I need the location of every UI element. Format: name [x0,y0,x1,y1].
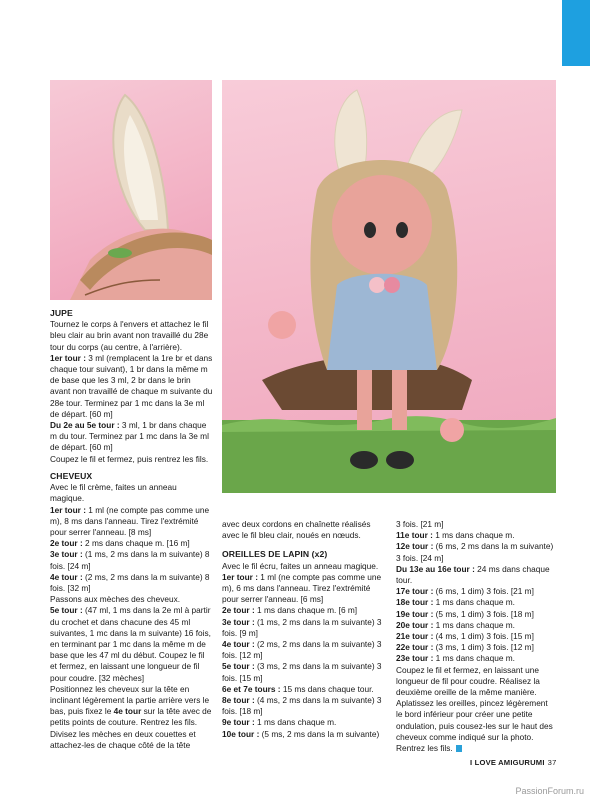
jupe-row-2-text: 3 ml, 1 br dans chaque m du tour. Terminez par 1 mc dans la 3e ml de départ. [60 m] [50,420,209,453]
watermark: PassionForum.ru [515,786,584,796]
oreilles-title: OREILLES DE LAPIN (x2) [222,549,328,560]
end-mark-icon [456,745,462,752]
oreilles-row-text: (3 ms, 2 ms dans la m suivante) 3 fois. [15 m] [222,661,382,683]
oreilles-row [222,729,387,740]
oreilles-row [396,564,556,586]
cheveux-row-1-text: 1 ml (ne compte pas comme une m), 8 ms dans l'anneau. Tirez l'extrémité pour serrer l'anneau. [8 ms] [50,504,210,538]
jupe-row-2-label: Du 2e au 5e tour : [50,420,120,431]
oreilles-row-text: (1 ms, 2 ms dans la m suivante) 3 fois. [9 m] [222,616,382,638]
oreilles-row [222,572,387,606]
oreilles-row [396,597,556,608]
oreilles-row-label: 6e et 7e tours : [222,683,281,694]
oreilles-row-label: 19e tour : [396,608,434,619]
jupe-row-1 [50,353,213,420]
oreilles-row [396,541,556,563]
cheveux-row-2-label: 2e tour : [50,538,83,549]
oreilles-row-label: 17e tour : [396,586,434,597]
oreilles-row-label: 21e tour : [396,631,434,642]
oreilles-row-label: 1er tour : [222,571,258,582]
oreilles-row [396,530,556,541]
oreilles-row [222,617,387,639]
footer-brand: I LOVE AMIGURUMI [470,758,545,767]
oreilles-row [222,605,387,616]
cheveux-row-3-label: 3e tour : [50,549,83,560]
oreilles-row-label: 20e tour : [396,619,434,630]
jupe-row-1-label: 1er tour : [50,352,86,363]
oreilles-row-label: 11e tour : [396,530,433,541]
oreilles-row [396,642,556,653]
oreilles-row-label: 9e tour : [222,717,255,728]
photo-doll [222,80,556,493]
jupe-intro: Tournez le corps à l'envers et attachez le fil bleu clair au brin avant non travaillé du 28e tour du corps (au centre, à l'arrière). [50,319,209,352]
oreilles-row-text: 1 ms dans chaque m. [433,597,515,608]
cheveux-passons: Passons aux mèches des cheveux. [50,594,181,605]
oreilles-row [396,631,556,642]
cheveux-row-1 [50,505,213,539]
oreilles-row-label: 4e tour : [222,639,255,650]
cheveux-position-c: sur la tête avec de petits points de couture. Rentrez les fils. Divisez les mèches en deux couettes et attachez-les de chaque côté de la tête [50,706,212,750]
oreilles-row-label: 2e tour : [222,605,255,616]
oreilles-row [396,586,556,597]
cheveux-row-1-label: 1er tour : [50,504,86,515]
jupe-row-2 [50,420,213,454]
cheveux-row-4-text: (2 ms, 2 ms dans la m suivante) 8 fois. [32 m] [50,571,210,594]
oreilles-row-label: 10e tour : [222,728,260,739]
oreilles-row-label: 3e tour : [222,616,255,627]
cheveux-position-b: 4e tour [113,706,142,717]
cheveux-row-4 [50,572,213,594]
cheveux-row-3-text: (1 ms, 2 ms dans la m suivante) 8 fois. [24 m] [50,549,210,571]
oreilles-row-text: (5 ms, 1 dim) 3 fois. [18 m] [433,608,534,619]
column-middle [222,519,387,740]
cheveux-title: CHEVEUX [50,471,93,481]
oreilles-continuation: 3 fois. [21 m] [396,519,444,529]
oreilles-intro: Avec le fil écru, faites un anneau magique. [222,560,379,571]
oreilles-row-text: 1 ms dans chaque m. [432,530,515,541]
page-footer [470,758,557,767]
cheveux-row-5-text: (47 ml, 1 ms dans la 2e ml à partir du crochet et dans chacune des 45 ml suivantes, 1 mc dans la m suivante) 16 fois, en terminant par 1 mc dans la même m de base que les 47 ml du début. Coupez le fil et fermez, en laissant une longueur de fil pour coudre. [32 mèches] [50,605,211,683]
oreilles-row-text: (4 ms, 1 dim) 3 fois. [15 m] [433,631,534,642]
cheveux-continuation: avec deux cordons en chaînette réalisés avec le fil bleu clair, noués en nœuds. [222,519,371,541]
oreilles-row-text: (4 ms, 2 ms dans la m suivante) 3 fois. [18 m] [222,695,382,717]
oreilles-row-text: 1 ms dans chaque m. [433,619,515,630]
cheveux-row-2 [50,538,213,549]
section-cheveux [50,471,213,751]
oreilles-row [222,661,387,683]
oreilles-row-label: 23e tour : [396,653,434,664]
oreilles-row [396,653,556,664]
jupe-row-1-text: 3 ml (remplacent la 1re br et dans chaque tour suivant), 1 br dans la même m de base que les 3 ml, 2 br dans le brin avant non travaillé de chaque m suivante du 28e tour. Terminez par 1 mc dans la 3e ml de départ. [60 m] [50,352,213,419]
oreilles-row-label: 12e tour : [396,541,434,552]
oreilles-row-text: 24 ms dans chaque tour. [396,563,550,586]
oreilles-row-text: 1 ml (ne compte pas comme une m), 6 ms dans l'anneau. Tirez l'extrémité pour serrer l'anneau. [6 ms] [222,571,382,605]
oreilles-row-text: (3 ms, 1 dim) 3 fois. [12 m] [433,642,534,653]
oreilles-row-label: 8e tour : [222,695,255,706]
page-number: 37 [547,758,557,767]
doll-illustration [222,80,556,493]
cheveux-position [50,684,213,751]
photo-ear-closeup [50,80,212,300]
oreilles-row [222,684,387,695]
oreilles-row [222,639,387,661]
oreilles-row [222,695,387,717]
oreilles-end [396,665,556,755]
oreilles-row-text: (6 ms, 2 ms dans la m suivante) 3 fois. [24 m] [396,541,554,563]
column-right [396,519,556,754]
cheveux-row-4-label: 4e tour : [50,571,83,582]
page-edge-tab [562,0,590,66]
oreilles-row [396,609,556,620]
section-jupe [50,308,213,465]
oreilles-row-text: (6 ms, 1 dim) 3 fois. [21 m] [433,586,534,597]
oreilles-row-text: 1 ms dans chaque m. [254,717,337,728]
oreilles-end-text: Coupez le fil et fermez, en laissant une longueur de fil pour coudre. Réalisez la deuxième oreille de la même manière. Aplatissez les oreilles, pincez légèrement le bord inférieur pour créer une petite ondulation, puis cousez-les sur le haut des cheveux comme indiqué sur la photo. Rentrez les fils. [396,664,553,754]
cheveux-row-5 [50,605,213,683]
oreilles-row [222,717,387,728]
cheveux-row-3 [50,549,213,571]
oreilles-row-label: 22e tour : [396,642,434,653]
oreilles-row-label: 5e tour : [222,661,255,672]
oreilles-row-label: Du 13e au 16e tour : [396,563,475,574]
oreilles-row-text: 1 ms dans chaque m. [433,653,515,664]
oreilles-row-text: 15 ms dans chaque tour. [280,683,374,694]
cheveux-position-a: Positionnez les cheveux sur la tête en inclinant légèrement la partie arrière vers le bas, puis fixez le [50,683,210,717]
oreilles-row-text: (5 ms, 2 ms dans la m suivante) [259,728,380,739]
oreilles-row [396,620,556,631]
oreilles-row-text: 1 ms dans chaque m. [6 m] [254,605,358,616]
ear-closeup-illustration [50,80,212,300]
jupe-title: JUPE [50,308,73,318]
cheveux-intro: Avec le fil crème, faites un anneau magique. [50,482,177,504]
jupe-end: Coupez le fil et fermez, puis rentrez les fils. [50,453,209,464]
cheveux-row-5-label: 5e tour : [50,605,83,616]
oreilles-row-label: 18e tour : [396,597,434,608]
oreilles-row-text: (2 ms, 2 ms dans la m suivante) 3 fois. [12 m] [222,639,382,661]
cheveux-row-2-text: 2 ms dans chaque m. [16 m] [82,538,190,549]
